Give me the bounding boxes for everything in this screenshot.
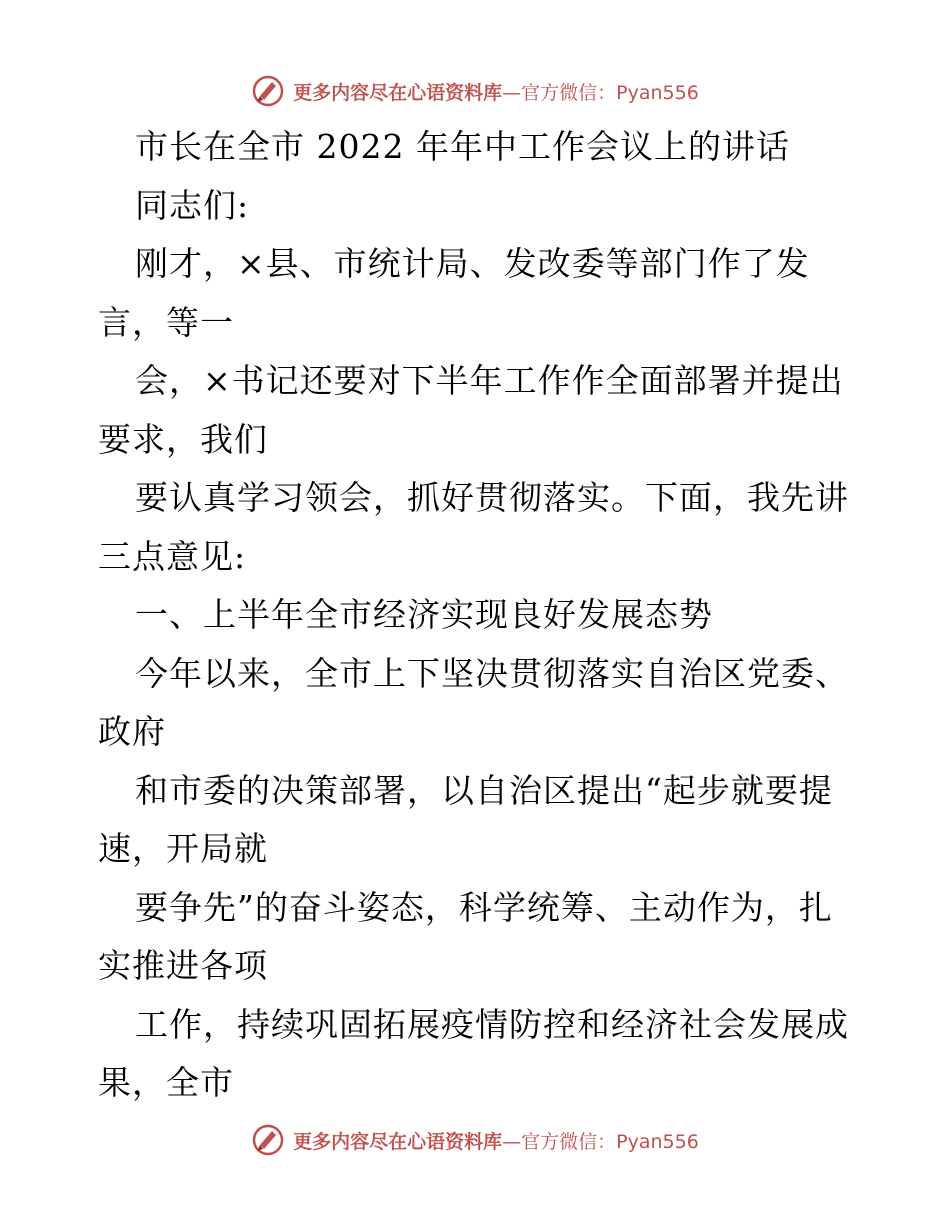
logo-icon [251, 1123, 285, 1157]
logo-icon [251, 74, 285, 108]
text-line: 政府 [98, 712, 166, 751]
footer-ad-text: 更多内容尽在心语资料库 [293, 1130, 503, 1153]
text-line: 要认真学习领会，抓好贯彻落实。下面，我先讲 [135, 478, 849, 517]
document-body [98, 118, 858, 1113]
footer-wechat-text: —官方微信：Pyan556 [502, 1130, 699, 1153]
text-line: 要求，我们 [98, 419, 268, 459]
footer-banner-text [293, 1127, 699, 1154]
text-line: 果，全市 [98, 1063, 234, 1102]
header-ad-text: 更多内容尽在心语资料库 [293, 81, 503, 104]
text-line: 三点意见: [98, 536, 247, 576]
document-title: 市长在全市 2022 年年中工作会议上的讲话 [135, 127, 790, 166]
text-line: 刚才，×县、市统计局、发改委等部门作了发 [135, 244, 810, 283]
footer-banner [0, 1120, 950, 1160]
text-line: 今年以来，全市上下坚决贯彻落实自治区党委、 [135, 653, 849, 693]
text-line: 要争先”的奋斗姿态，科学统筹、主动作为，扎 [135, 887, 833, 927]
salutation: 同志们: [135, 185, 250, 225]
header-banner-text [293, 78, 699, 105]
text-line: 会，×书记还要对下半年工作作全面部署并提出 [135, 361, 844, 400]
text-line: 工作，持续巩固拓展疫情防控和经济社会发展成 [135, 1004, 849, 1044]
text-line: 和市委的决策部署，以自治区提出“起步就要提 [135, 770, 833, 810]
text-line: 实推进各项 [98, 946, 268, 985]
section-heading: 一、上半年全市经济实现良好发展态势 [135, 595, 713, 634]
text-line: 言，等一 [98, 302, 234, 342]
header-wechat-text: —官方微信：Pyan556 [502, 81, 699, 104]
text-line: 速，开局就 [98, 829, 268, 868]
header-banner [0, 71, 950, 111]
